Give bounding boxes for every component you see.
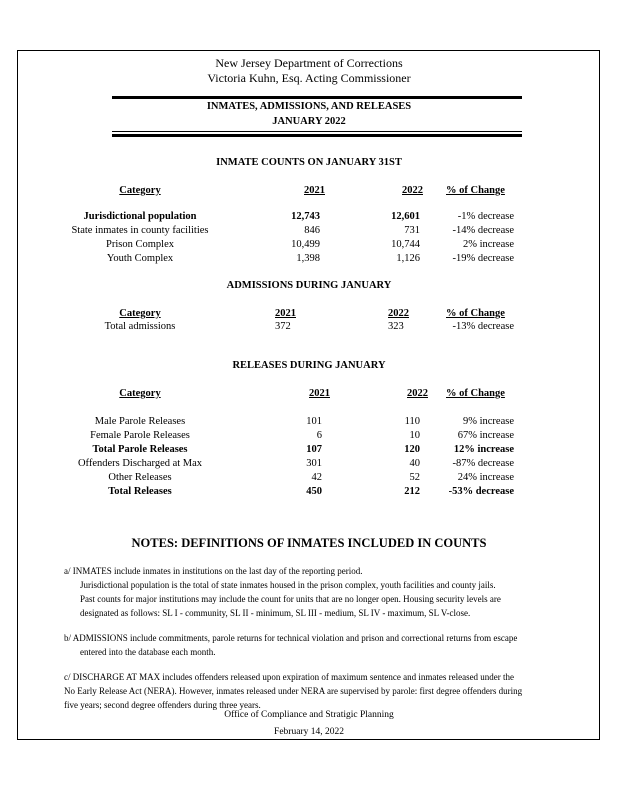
title-rule-mid	[112, 131, 522, 132]
admissions-header-change: % of Change	[446, 308, 505, 319]
inmate-row-change: 2% increase	[462, 239, 514, 250]
report-date: February 14, 2022	[274, 727, 344, 737]
title-rule-top	[112, 96, 522, 99]
inmate-row-2021: 1,398	[296, 253, 320, 264]
inmate-row-2022: 12,601	[391, 211, 420, 222]
releases-row-2022: 120	[404, 444, 420, 455]
admissions-title: ADMISSIONS DURING JANUARY	[226, 280, 392, 291]
releases-row-change: -87% decrease	[452, 458, 514, 469]
releases-row-category: Offenders Discharged at Max	[77, 458, 203, 469]
admissions-row-2021: 372	[275, 321, 291, 332]
admissions-row-category: Total admissions	[104, 321, 176, 332]
report-month: JANUARY 2022	[272, 116, 346, 127]
admissions-header-category: Category	[119, 308, 161, 319]
releases-row-2022: 212	[404, 486, 420, 497]
releases-row-change: 12% increase	[453, 444, 514, 455]
note-a-line: a/ INMATES include inmates in institutions on the last day of the reporting period.	[64, 566, 363, 576]
note-b-line: b/ ADMISSIONS include commitments, parole returns for technical violation and prison and correctional returns from escape	[64, 633, 518, 643]
inmate-row-change: -14% decrease	[452, 225, 514, 236]
inmate-row-2022: 1,126	[396, 253, 420, 264]
inmate-header-2022: 2022	[402, 185, 423, 196]
note-c-line: No Early Release Act (NERA). However, inmates released under NERA are supervised by parole: first degree offenders during	[64, 686, 523, 696]
releases-header-category: Category	[119, 388, 161, 399]
admissions-header-2021: 2021	[275, 308, 296, 319]
releases-row-category: Other Releases	[108, 472, 172, 483]
commissioner-name: Victoria Kuhn, Esq. Acting Commissioner	[207, 71, 411, 85]
admissions-row-change: -13% decrease	[452, 321, 514, 332]
releases-row-category: Total Releases	[108, 486, 172, 497]
releases-row-change: 67% increase	[457, 430, 514, 441]
inmate-row-2022: 10,744	[391, 239, 420, 250]
inmate-row-category: Jurisdictional population	[83, 211, 197, 222]
department-name: New Jersey Department of Corrections	[215, 56, 403, 70]
releases-row-2022: 10	[409, 430, 420, 441]
releases-row-2022: 110	[404, 416, 420, 427]
releases-row-2021: 42	[311, 472, 322, 483]
releases-title: RELEASES DURING JANUARY	[232, 360, 386, 371]
admissions-row-2022: 323	[388, 321, 404, 332]
releases-row-change: -53% decrease	[448, 486, 514, 497]
releases-row-2021: 301	[306, 458, 322, 469]
inmate-row-category: Prison Complex	[106, 239, 174, 250]
releases-row-category: Total Parole Releases	[92, 444, 188, 455]
releases-row-2021: 101	[306, 416, 322, 427]
inmate-row-change: -19% decrease	[452, 253, 514, 264]
releases-row-change: 9% increase	[462, 416, 514, 427]
admissions-header-2022: 2022	[388, 308, 409, 319]
inmate-header-2021: 2021	[304, 185, 325, 196]
note-a-line: Past counts for major institutions may include the count for units that are no longer open. Housing security levels are	[80, 594, 501, 604]
office-name: Office of Compliance and Stratigic Planning	[224, 710, 394, 720]
releases-row-2022: 40	[409, 458, 420, 469]
note-c-line: five years; second degree offenders during three years.	[64, 700, 261, 710]
releases-row-2021: 450	[306, 486, 322, 497]
notes-title: NOTES: DEFINITIONS OF INMATES INCLUDED IN COUNTS	[131, 536, 487, 550]
title-rule-bottom	[112, 134, 522, 137]
inmate-header-category: Category	[119, 185, 161, 196]
note-a-line: Jurisdictional population is the total of state inmates housed in the prison complex, youth facilities and county jails.	[80, 580, 496, 590]
releases-row-category: Male Parole Releases	[94, 416, 186, 427]
releases-header-change: % of Change	[446, 388, 505, 399]
inmate-row-change: -1% decrease	[457, 211, 514, 222]
inmate-header-change: % of Change	[446, 185, 505, 196]
releases-row-change: 24% increase	[457, 472, 514, 483]
releases-row-category: Female Parole Releases	[90, 430, 190, 441]
releases-row-2021: 107	[306, 444, 322, 455]
inmate-row-category: State inmates in county facilities	[71, 225, 209, 236]
inmate-row-2021: 10,499	[291, 239, 320, 250]
releases-header-2022: 2022	[407, 388, 428, 399]
note-b-line: entered into the database each month.	[80, 647, 216, 657]
inmate-row-2022: 731	[404, 225, 420, 236]
inmate-row-2021: 12,743	[291, 211, 320, 222]
releases-row-2021: 6	[316, 430, 322, 441]
report-title: INMATES, ADMISSIONS, AND RELEASES	[206, 101, 412, 112]
inmate-row-2021: 846	[304, 225, 320, 236]
inmate-counts-title: INMATE COUNTS ON JANUARY 31ST	[216, 157, 402, 168]
note-c-line: c/ DISCHARGE AT MAX includes offenders released upon expiration of maximum sentence and inmates released under the	[64, 672, 515, 682]
inmate-row-category: Youth Complex	[106, 253, 174, 264]
note-a-line: designated as follows: SL I - community, SL II - minimum, SL III - medium, SL IV - maximum, SL V-close.	[80, 608, 471, 618]
releases-header-2021: 2021	[309, 388, 330, 399]
releases-row-2022: 52	[409, 472, 420, 483]
